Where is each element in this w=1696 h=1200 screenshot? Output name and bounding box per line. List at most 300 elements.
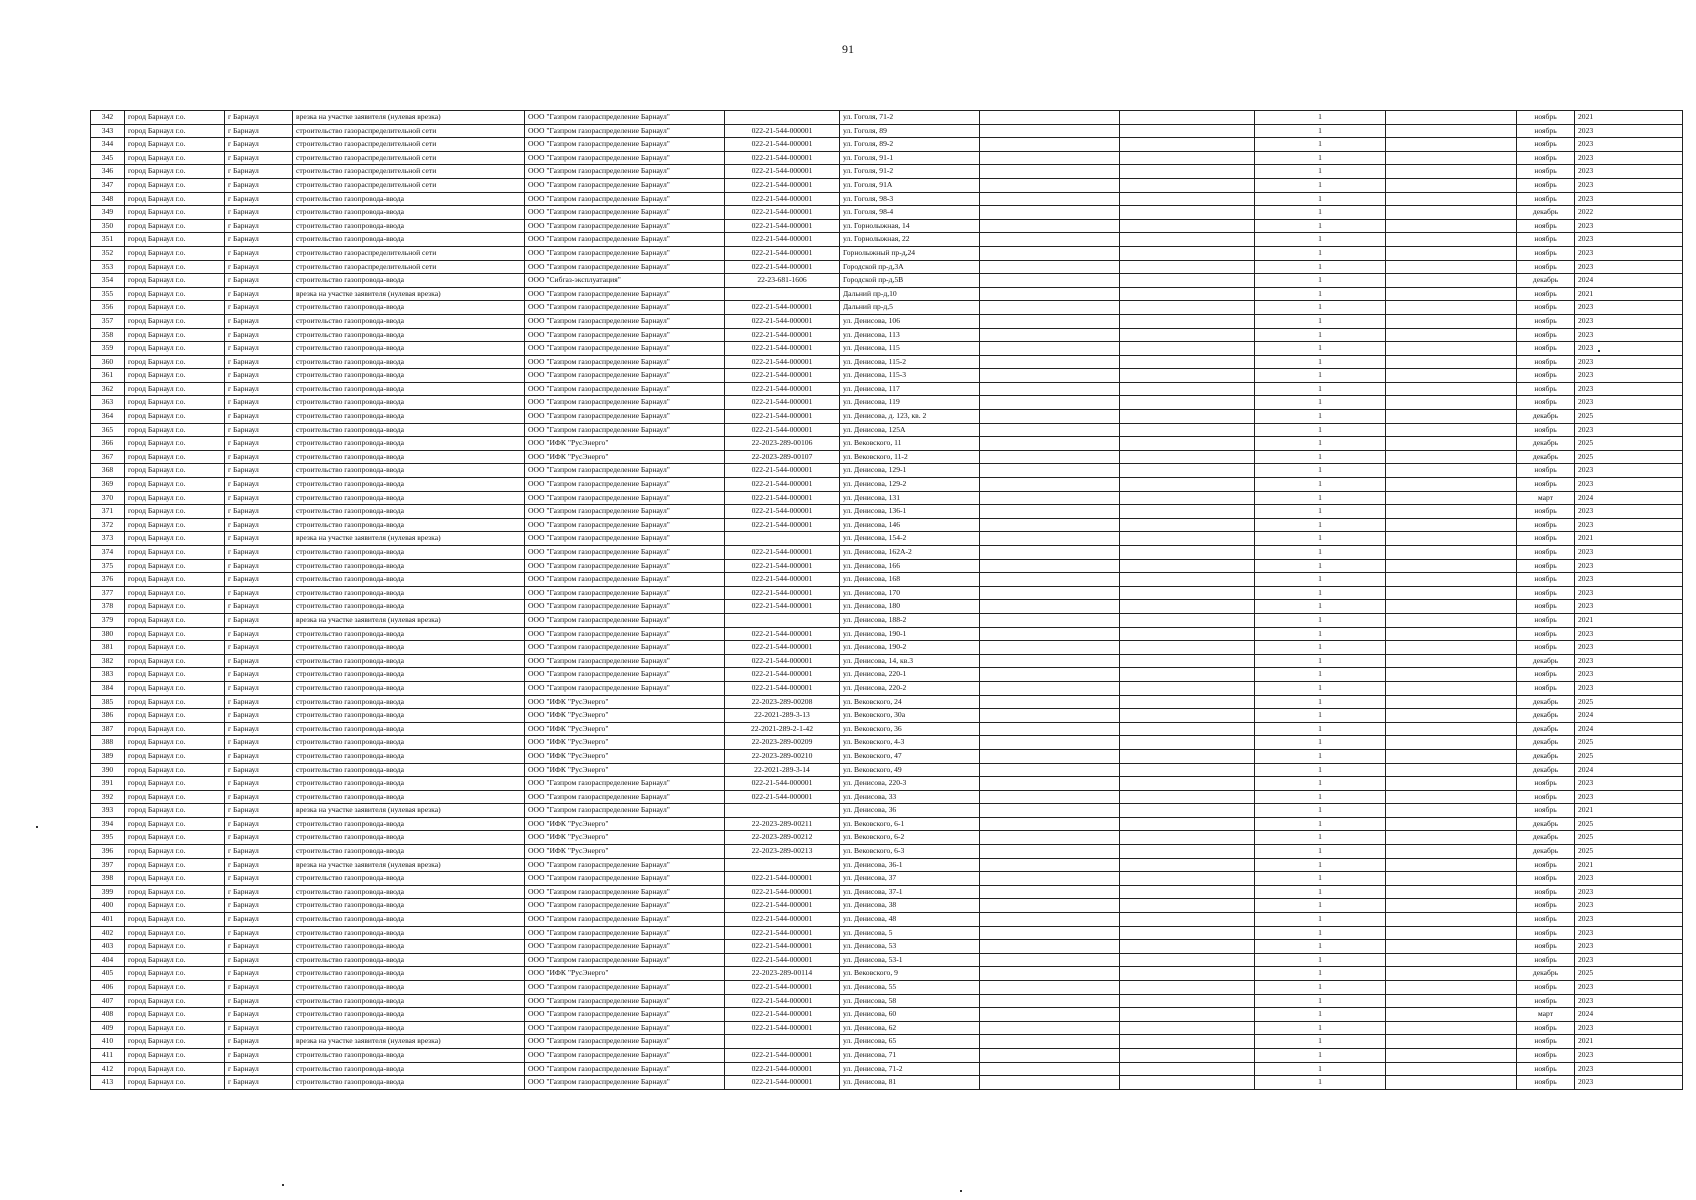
cell-year: 2025 bbox=[1575, 831, 1683, 845]
cell-municipality: город Барнаул г.о. bbox=[125, 410, 225, 424]
cell-address: ул. Денисова, 170 bbox=[840, 586, 980, 600]
cell-blank-c bbox=[1386, 940, 1517, 954]
cell-license-code: 022-21-544-000001 bbox=[725, 423, 840, 437]
table-row bbox=[91, 178, 1683, 192]
cell-quantity: 1 bbox=[1255, 981, 1386, 995]
cell-municipality: город Барнаул г.о. bbox=[125, 1048, 225, 1062]
cell-address: ул. Гоголя, 91А bbox=[840, 178, 980, 192]
cell-blank-b bbox=[1120, 192, 1255, 206]
cell-month: ноябрь bbox=[1517, 926, 1575, 940]
cell-municipality: город Барнаул г.о. bbox=[125, 777, 225, 791]
cell-work-type: строительство газопровода-ввода bbox=[293, 872, 525, 886]
cell-settlement: г Барнаул bbox=[225, 1008, 293, 1022]
cell-blank-a bbox=[980, 736, 1120, 750]
cell-quantity: 1 bbox=[1255, 967, 1386, 981]
cell-settlement: г Барнаул bbox=[225, 274, 293, 288]
cell-license-code: 022-21-544-000001 bbox=[725, 586, 840, 600]
cell-month: ноябрь bbox=[1517, 1048, 1575, 1062]
cell-work-type: строительство газопровода-ввода bbox=[293, 450, 525, 464]
cell-blank-c bbox=[1386, 178, 1517, 192]
cell-work-type: строительство газопровода-ввода bbox=[293, 709, 525, 723]
cell-work-type: строительство газопровода-ввода bbox=[293, 627, 525, 641]
cell-license-code: 022-21-544-000001 bbox=[725, 382, 840, 396]
cell-blank-b bbox=[1120, 858, 1255, 872]
cell-blank-a bbox=[980, 709, 1120, 723]
table-row bbox=[91, 994, 1683, 1008]
cell-month: ноябрь bbox=[1517, 464, 1575, 478]
cell-organization: ООО "Газпром газораспределение Барнаул" bbox=[525, 369, 725, 383]
cell-work-type: строительство газопровода-ввода bbox=[293, 1062, 525, 1076]
cell-address: ул. Денисова, 53 bbox=[840, 940, 980, 954]
cell-municipality: город Барнаул г.о. bbox=[125, 233, 225, 247]
cell-year: 2023 bbox=[1575, 953, 1683, 967]
cell-settlement: г Барнаул bbox=[225, 573, 293, 587]
cell-organization: ООО "Газпром газораспределение Барнаул" bbox=[525, 355, 725, 369]
cell-work-type: врезка на участке заявителя (нулевая врезка) bbox=[293, 613, 525, 627]
cell-blank-c bbox=[1386, 627, 1517, 641]
cell-municipality: город Барнаул г.о. bbox=[125, 301, 225, 315]
cell-blank-a bbox=[980, 314, 1120, 328]
cell-quantity: 1 bbox=[1255, 926, 1386, 940]
cell-year: 2025 bbox=[1575, 817, 1683, 831]
cell-row-number: 413 bbox=[91, 1076, 125, 1090]
cell-license-code: 022-21-544-000001 bbox=[725, 994, 840, 1008]
cell-blank-a bbox=[980, 178, 1120, 192]
cell-year: 2025 bbox=[1575, 736, 1683, 750]
cell-quantity: 1 bbox=[1255, 505, 1386, 519]
cell-month: ноябрь bbox=[1517, 124, 1575, 138]
cell-quantity: 1 bbox=[1255, 287, 1386, 301]
cell-blank-c bbox=[1386, 681, 1517, 695]
cell-address: ул. Денисова, 162А-2 bbox=[840, 546, 980, 560]
cell-blank-a bbox=[980, 613, 1120, 627]
cell-month: ноябрь bbox=[1517, 885, 1575, 899]
cell-blank-b bbox=[1120, 532, 1255, 546]
cell-settlement: г Барнаул bbox=[225, 600, 293, 614]
cell-municipality: город Барнаул г.о. bbox=[125, 382, 225, 396]
cell-address: ул. Денисова, 168 bbox=[840, 573, 980, 587]
cell-blank-a bbox=[980, 423, 1120, 437]
cell-license-code: 022-21-544-000001 bbox=[725, 260, 840, 274]
cell-settlement: г Барнаул bbox=[225, 586, 293, 600]
cell-blank-c bbox=[1386, 111, 1517, 125]
cell-quantity: 1 bbox=[1255, 573, 1386, 587]
table-row bbox=[91, 709, 1683, 723]
cell-month: ноябрь bbox=[1517, 573, 1575, 587]
cell-row-number: 349 bbox=[91, 206, 125, 220]
cell-row-number: 410 bbox=[91, 1035, 125, 1049]
cell-blank-a bbox=[980, 763, 1120, 777]
cell-year: 2023 bbox=[1575, 1076, 1683, 1090]
cell-blank-c bbox=[1386, 532, 1517, 546]
cell-organization: ООО "Газпром газораспределение Барнаул" bbox=[525, 260, 725, 274]
cell-organization: ООО "Газпром газораспределение Барнаул" bbox=[525, 382, 725, 396]
cell-blank-a bbox=[980, 559, 1120, 573]
cell-work-type: строительство газопровода-ввода bbox=[293, 464, 525, 478]
cell-license-code: 022-21-544-000001 bbox=[725, 872, 840, 886]
cell-blank-b bbox=[1120, 668, 1255, 682]
cell-month: ноябрь bbox=[1517, 301, 1575, 315]
cell-blank-a bbox=[980, 138, 1120, 152]
cell-address: ул. Вековского, 36 bbox=[840, 722, 980, 736]
cell-settlement: г Барнаул bbox=[225, 831, 293, 845]
cell-organization: ООО "Газпром газораспределение Барнаул" bbox=[525, 396, 725, 410]
cell-address: ул. Вековского, 6-2 bbox=[840, 831, 980, 845]
table-row bbox=[91, 749, 1683, 763]
cell-settlement: г Барнаул bbox=[225, 505, 293, 519]
cell-municipality: город Барнаул г.о. bbox=[125, 491, 225, 505]
cell-blank-a bbox=[980, 695, 1120, 709]
cell-license-code: 22-2021-289-2-1-42 bbox=[725, 722, 840, 736]
cell-license-code: 22-2023-289-00107 bbox=[725, 450, 840, 464]
cell-quantity: 1 bbox=[1255, 491, 1386, 505]
cell-municipality: город Барнаул г.о. bbox=[125, 586, 225, 600]
table-row bbox=[91, 913, 1683, 927]
table-row bbox=[91, 681, 1683, 695]
cell-quantity: 1 bbox=[1255, 111, 1386, 125]
cell-blank-c bbox=[1386, 355, 1517, 369]
cell-quantity: 1 bbox=[1255, 872, 1386, 886]
cell-year: 2023 bbox=[1575, 899, 1683, 913]
cell-license-code: 22-2023-289-00211 bbox=[725, 817, 840, 831]
cell-settlement: г Барнаул bbox=[225, 1021, 293, 1035]
cell-license-code: 022-21-544-000001 bbox=[725, 899, 840, 913]
cell-month: ноябрь bbox=[1517, 641, 1575, 655]
cell-license-code: 022-21-544-000001 bbox=[725, 681, 840, 695]
cell-address: Горнолыжный пр-д,24 bbox=[840, 246, 980, 260]
cell-address: ул. Денисова, 37 bbox=[840, 872, 980, 886]
cell-blank-c bbox=[1386, 1008, 1517, 1022]
cell-row-number: 393 bbox=[91, 804, 125, 818]
cell-blank-a bbox=[980, 437, 1120, 451]
cell-row-number: 404 bbox=[91, 953, 125, 967]
cell-blank-a bbox=[980, 940, 1120, 954]
cell-year: 2023 bbox=[1575, 546, 1683, 560]
cell-blank-c bbox=[1386, 165, 1517, 179]
cell-address: ул. Денисова, 129-2 bbox=[840, 478, 980, 492]
cell-quantity: 1 bbox=[1255, 437, 1386, 451]
cell-blank-c bbox=[1386, 817, 1517, 831]
cell-address: ул. Вековского, 11-2 bbox=[840, 450, 980, 464]
cell-address: Дальний пр-д,10 bbox=[840, 287, 980, 301]
cell-settlement: г Барнаул bbox=[225, 1076, 293, 1090]
cell-organization: ООО "Газпром газораспределение Барнаул" bbox=[525, 994, 725, 1008]
cell-blank-a bbox=[980, 926, 1120, 940]
cell-row-number: 408 bbox=[91, 1008, 125, 1022]
cell-municipality: город Барнаул г.о. bbox=[125, 437, 225, 451]
cell-blank-a bbox=[980, 654, 1120, 668]
cell-settlement: г Барнаул bbox=[225, 301, 293, 315]
cell-month: ноябрь bbox=[1517, 981, 1575, 995]
cell-month: ноябрь bbox=[1517, 505, 1575, 519]
cell-blank-b bbox=[1120, 926, 1255, 940]
cell-month: ноябрь bbox=[1517, 668, 1575, 682]
cell-settlement: г Барнаул bbox=[225, 790, 293, 804]
cell-settlement: г Барнаул bbox=[225, 450, 293, 464]
cell-quantity: 1 bbox=[1255, 817, 1386, 831]
cell-work-type: строительство газопровода-ввода bbox=[293, 274, 525, 288]
cell-month: ноябрь bbox=[1517, 478, 1575, 492]
cell-month: ноябрь bbox=[1517, 872, 1575, 886]
cell-blank-c bbox=[1386, 1062, 1517, 1076]
cell-license-code: 022-21-544-000001 bbox=[725, 627, 840, 641]
cell-blank-a bbox=[980, 777, 1120, 791]
table-row bbox=[91, 967, 1683, 981]
cell-blank-a bbox=[980, 885, 1120, 899]
cell-row-number: 386 bbox=[91, 709, 125, 723]
cell-blank-b bbox=[1120, 940, 1255, 954]
cell-blank-c bbox=[1386, 342, 1517, 356]
cell-organization: ООО "Газпром газораспределение Барнаул" bbox=[525, 1008, 725, 1022]
cell-month: ноябрь bbox=[1517, 913, 1575, 927]
table-row bbox=[91, 219, 1683, 233]
cell-month: ноябрь bbox=[1517, 233, 1575, 247]
cell-blank-c bbox=[1386, 858, 1517, 872]
cell-organization: ООО "Газпром газораспределение Барнаул" bbox=[525, 246, 725, 260]
cell-row-number: 409 bbox=[91, 1021, 125, 1035]
cell-address: ул. Денисова, 38 bbox=[840, 899, 980, 913]
cell-work-type: врезка на участке заявителя (нулевая врезка) bbox=[293, 1035, 525, 1049]
cell-license-code: 022-21-544-000001 bbox=[725, 559, 840, 573]
cell-blank-b bbox=[1120, 586, 1255, 600]
cell-month: декабрь bbox=[1517, 450, 1575, 464]
cell-blank-a bbox=[980, 681, 1120, 695]
cell-blank-c bbox=[1386, 206, 1517, 220]
cell-row-number: 365 bbox=[91, 423, 125, 437]
cell-license-code: 022-21-544-000001 bbox=[725, 1062, 840, 1076]
cell-blank-b bbox=[1120, 396, 1255, 410]
table-row bbox=[91, 654, 1683, 668]
cell-year: 2024 bbox=[1575, 274, 1683, 288]
cell-organization: ООО "Газпром газораспределение Барнаул" bbox=[525, 165, 725, 179]
cell-blank-a bbox=[980, 342, 1120, 356]
cell-blank-b bbox=[1120, 233, 1255, 247]
cell-blank-b bbox=[1120, 627, 1255, 641]
cell-blank-b bbox=[1120, 736, 1255, 750]
cell-municipality: город Барнаул г.о. bbox=[125, 763, 225, 777]
cell-organization: ООО "Газпром газораспределение Барнаул" bbox=[525, 613, 725, 627]
cell-municipality: город Барнаул г.о. bbox=[125, 1035, 225, 1049]
cell-municipality: город Барнаул г.о. bbox=[125, 369, 225, 383]
cell-quantity: 1 bbox=[1255, 246, 1386, 260]
cell-work-type: строительство газораспределительной сети bbox=[293, 178, 525, 192]
cell-settlement: г Барнаул bbox=[225, 967, 293, 981]
table-row bbox=[91, 260, 1683, 274]
cell-row-number: 356 bbox=[91, 301, 125, 315]
table-row bbox=[91, 695, 1683, 709]
cell-settlement: г Барнаул bbox=[225, 1035, 293, 1049]
cell-address: ул. Денисова, 5 bbox=[840, 926, 980, 940]
cell-address: ул. Гоголя, 89 bbox=[840, 124, 980, 138]
cell-blank-c bbox=[1386, 913, 1517, 927]
cell-quantity: 1 bbox=[1255, 260, 1386, 274]
cell-quantity: 1 bbox=[1255, 314, 1386, 328]
cell-month: декабрь bbox=[1517, 736, 1575, 750]
cell-license-code: 022-21-544-000001 bbox=[725, 491, 840, 505]
cell-quantity: 1 bbox=[1255, 518, 1386, 532]
cell-blank-c bbox=[1386, 491, 1517, 505]
cell-license-code bbox=[725, 111, 840, 125]
cell-license-code: 22-2023-289-00208 bbox=[725, 695, 840, 709]
cell-month: ноябрь bbox=[1517, 328, 1575, 342]
cell-blank-b bbox=[1120, 151, 1255, 165]
cell-municipality: город Барнаул г.о. bbox=[125, 613, 225, 627]
cell-quantity: 1 bbox=[1255, 641, 1386, 655]
cell-blank-a bbox=[980, 1035, 1120, 1049]
cell-blank-b bbox=[1120, 763, 1255, 777]
scan-speck bbox=[282, 1184, 284, 1186]
cell-quantity: 1 bbox=[1255, 777, 1386, 791]
cell-month: декабрь bbox=[1517, 654, 1575, 668]
cell-municipality: город Барнаул г.о. bbox=[125, 994, 225, 1008]
cell-blank-a bbox=[980, 872, 1120, 886]
cell-blank-c bbox=[1386, 301, 1517, 315]
cell-address: ул. Гоголя, 91-1 bbox=[840, 151, 980, 165]
cell-blank-b bbox=[1120, 981, 1255, 995]
cell-blank-c bbox=[1386, 246, 1517, 260]
cell-license-code: 022-21-544-000001 bbox=[725, 396, 840, 410]
cell-blank-c bbox=[1386, 831, 1517, 845]
cell-work-type: строительство газопровода-ввода bbox=[293, 1076, 525, 1090]
cell-row-number: 351 bbox=[91, 233, 125, 247]
cell-year: 2021 bbox=[1575, 1035, 1683, 1049]
cell-blank-a bbox=[980, 573, 1120, 587]
cell-blank-a bbox=[980, 532, 1120, 546]
cell-settlement: г Барнаул bbox=[225, 369, 293, 383]
cell-blank-b bbox=[1120, 178, 1255, 192]
cell-year: 2023 bbox=[1575, 233, 1683, 247]
cell-license-code bbox=[725, 804, 840, 818]
cell-year: 2023 bbox=[1575, 573, 1683, 587]
cell-blank-b bbox=[1120, 464, 1255, 478]
cell-blank-b bbox=[1120, 165, 1255, 179]
cell-year: 2025 bbox=[1575, 695, 1683, 709]
cell-month: ноябрь bbox=[1517, 559, 1575, 573]
cell-organization: ООО "Газпром газораспределение Барнаул" bbox=[525, 600, 725, 614]
table-row bbox=[91, 600, 1683, 614]
cell-month: ноябрь bbox=[1517, 994, 1575, 1008]
cell-license-code: 022-21-544-000001 bbox=[725, 314, 840, 328]
cell-work-type: строительство газопровода-ввода bbox=[293, 654, 525, 668]
table-row bbox=[91, 423, 1683, 437]
cell-blank-c bbox=[1386, 274, 1517, 288]
cell-license-code: 022-21-544-000001 bbox=[725, 1048, 840, 1062]
cell-blank-c bbox=[1386, 478, 1517, 492]
cell-month: ноябрь bbox=[1517, 246, 1575, 260]
cell-blank-a bbox=[980, 410, 1120, 424]
cell-municipality: город Барнаул г.о. bbox=[125, 695, 225, 709]
cell-blank-b bbox=[1120, 437, 1255, 451]
cell-year: 2023 bbox=[1575, 301, 1683, 315]
cell-license-code: 022-21-544-000001 bbox=[725, 342, 840, 356]
cell-row-number: 407 bbox=[91, 994, 125, 1008]
cell-row-number: 353 bbox=[91, 260, 125, 274]
cell-municipality: город Барнаул г.о. bbox=[125, 111, 225, 125]
table-row bbox=[91, 437, 1683, 451]
cell-work-type: строительство газопровода-ввода bbox=[293, 817, 525, 831]
cell-blank-c bbox=[1386, 668, 1517, 682]
cell-blank-c bbox=[1386, 872, 1517, 886]
cell-quantity: 1 bbox=[1255, 396, 1386, 410]
cell-quantity: 1 bbox=[1255, 178, 1386, 192]
cell-blank-b bbox=[1120, 287, 1255, 301]
cell-work-type: строительство газопровода-ввода bbox=[293, 437, 525, 451]
cell-month: ноябрь bbox=[1517, 355, 1575, 369]
cell-work-type: строительство газопровода-ввода bbox=[293, 1021, 525, 1035]
cell-month: декабрь bbox=[1517, 722, 1575, 736]
cell-row-number: 398 bbox=[91, 872, 125, 886]
cell-row-number: 377 bbox=[91, 586, 125, 600]
cell-organization: ООО "Газпром газораспределение Барнаул" bbox=[525, 192, 725, 206]
cell-blank-c bbox=[1386, 314, 1517, 328]
cell-year: 2023 bbox=[1575, 926, 1683, 940]
cell-organization: ООО "Газпром газораспределение Барнаул" bbox=[525, 872, 725, 886]
table-row bbox=[91, 926, 1683, 940]
cell-settlement: г Барнаул bbox=[225, 926, 293, 940]
cell-work-type: строительство газопровода-ввода bbox=[293, 423, 525, 437]
cell-blank-a bbox=[980, 994, 1120, 1008]
cell-month: ноябрь bbox=[1517, 681, 1575, 695]
table-row bbox=[91, 532, 1683, 546]
cell-address: ул. Денисова, 106 bbox=[840, 314, 980, 328]
cell-organization: ООО "Газпром газораспределение Барнаул" bbox=[525, 559, 725, 573]
cell-organization: ООО "Газпром газораспределение Барнаул" bbox=[525, 885, 725, 899]
cell-organization: ООО "Газпром газораспределение Барнаул" bbox=[525, 410, 725, 424]
table-row bbox=[91, 369, 1683, 383]
cell-address: ул. Денисова, 53-1 bbox=[840, 953, 980, 967]
cell-organization: ООО "Газпром газораспределение Барнаул" bbox=[525, 1021, 725, 1035]
cell-year: 2023 bbox=[1575, 1021, 1683, 1035]
cell-row-number: 346 bbox=[91, 165, 125, 179]
cell-month: март bbox=[1517, 1008, 1575, 1022]
cell-settlement: г Барнаул bbox=[225, 246, 293, 260]
cell-settlement: г Барнаул bbox=[225, 817, 293, 831]
cell-work-type: строительство газопровода-ввода bbox=[293, 790, 525, 804]
table-row bbox=[91, 1048, 1683, 1062]
cell-year: 2023 bbox=[1575, 627, 1683, 641]
cell-blank-b bbox=[1120, 274, 1255, 288]
table-row bbox=[91, 151, 1683, 165]
cell-year: 2025 bbox=[1575, 450, 1683, 464]
cell-month: ноябрь bbox=[1517, 192, 1575, 206]
cell-blank-a bbox=[980, 1076, 1120, 1090]
cell-organization: ООО "Газпром газораспределение Барнаул" bbox=[525, 301, 725, 315]
cell-row-number: 342 bbox=[91, 111, 125, 125]
cell-month: ноябрь bbox=[1517, 178, 1575, 192]
table-row bbox=[91, 450, 1683, 464]
cell-address: ул. Денисова, 36 bbox=[840, 804, 980, 818]
cell-blank-b bbox=[1120, 994, 1255, 1008]
cell-year: 2023 bbox=[1575, 192, 1683, 206]
cell-work-type: строительство газопровода-ввода bbox=[293, 478, 525, 492]
cell-quantity: 1 bbox=[1255, 1048, 1386, 1062]
cell-municipality: город Барнаул г.о. bbox=[125, 328, 225, 342]
cell-blank-c bbox=[1386, 736, 1517, 750]
cell-municipality: город Барнаул г.о. bbox=[125, 518, 225, 532]
cell-blank-b bbox=[1120, 423, 1255, 437]
cell-work-type: строительство газопровода-ввода bbox=[293, 926, 525, 940]
cell-quantity: 1 bbox=[1255, 450, 1386, 464]
cell-month: декабрь bbox=[1517, 695, 1575, 709]
cell-year: 2023 bbox=[1575, 505, 1683, 519]
cell-work-type: строительство газопровода-ввода bbox=[293, 301, 525, 315]
cell-year: 2021 bbox=[1575, 532, 1683, 546]
cell-blank-b bbox=[1120, 885, 1255, 899]
cell-blank-a bbox=[980, 913, 1120, 927]
cell-year: 2023 bbox=[1575, 981, 1683, 995]
cell-quantity: 1 bbox=[1255, 885, 1386, 899]
cell-blank-b bbox=[1120, 342, 1255, 356]
